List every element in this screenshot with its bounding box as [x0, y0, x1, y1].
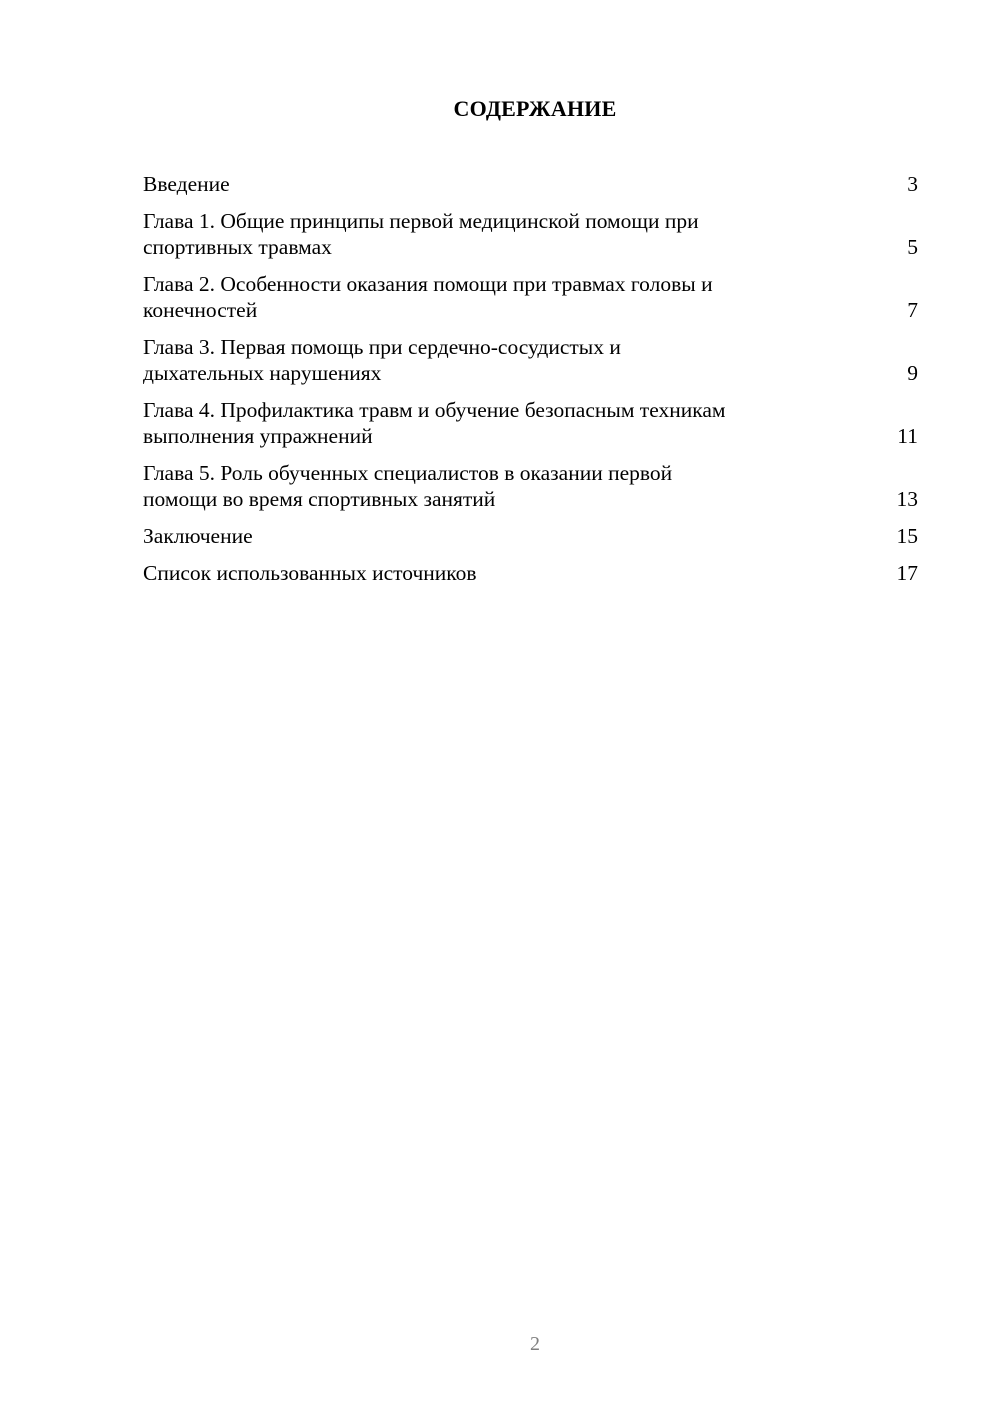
toc-entry-page: 15: [896, 524, 918, 548]
toc-entry-page: 3: [907, 172, 918, 196]
page-number: 2: [530, 1333, 540, 1355]
toc-entry-page: 7: [907, 298, 918, 322]
toc-entry-title-line: помощи во время спортивных занятий: [143, 487, 496, 511]
toc-entry-page: 17: [896, 561, 918, 585]
toc-entry-title-line: Заключение: [143, 524, 253, 548]
toc-heading: СОДЕРЖАНИЕ: [453, 96, 617, 121]
toc-entry[interactable]: [143, 171, 918, 197]
toc-entry[interactable]: [143, 271, 918, 323]
toc-entry-title: [143, 460, 918, 512]
toc-entry[interactable]: [143, 460, 918, 512]
toc-entry-page: 9: [907, 361, 918, 385]
toc-entry-page: 5: [907, 235, 918, 259]
toc-entry-title: [143, 208, 918, 260]
toc-entry[interactable]: [143, 397, 918, 449]
toc-entry[interactable]: [143, 523, 918, 549]
toc-entry-title-line: дыхательных нарушениях: [143, 361, 382, 385]
toc-entry-title-line: Глава 4. Профилактика травм и обучение безопасным техникам: [143, 398, 726, 422]
toc-entry-title-line: Глава 5. Роль обученных специалистов в оказании первой: [143, 461, 673, 485]
toc-entry-title: [143, 334, 918, 386]
toc-entry-title-line: спортивных травмах: [143, 235, 332, 259]
toc-entry-page: 11: [897, 424, 918, 448]
toc-entry-title-line: Глава 3. Первая помощь при сердечно-сосудистых и: [143, 335, 621, 359]
toc-entry-title: [143, 523, 918, 549]
toc-entry-title-line: Глава 2. Особенности оказания помощи при травмах головы и: [143, 272, 713, 296]
toc-entry[interactable]: [143, 334, 918, 386]
toc-entry-page: 13: [896, 487, 918, 511]
toc-entry-title-line: выполнения упражнений: [143, 424, 373, 448]
toc-entry-title-line: Введение: [143, 172, 230, 196]
toc-entry[interactable]: [143, 560, 918, 586]
toc-entry-title: [143, 397, 918, 449]
toc-entry[interactable]: [143, 208, 918, 260]
toc-entry-title-line: Список использованных источников: [143, 561, 477, 585]
toc-entry-title: [143, 271, 918, 323]
toc-entry-title-line: Глава 1. Общие принципы первой медицинской помощи при: [143, 209, 699, 233]
toc-entry-title: [143, 171, 918, 197]
toc-entry-title-line: конечностей: [143, 298, 258, 322]
table-of-contents: [143, 171, 918, 597]
toc-entry-title: [143, 560, 918, 586]
